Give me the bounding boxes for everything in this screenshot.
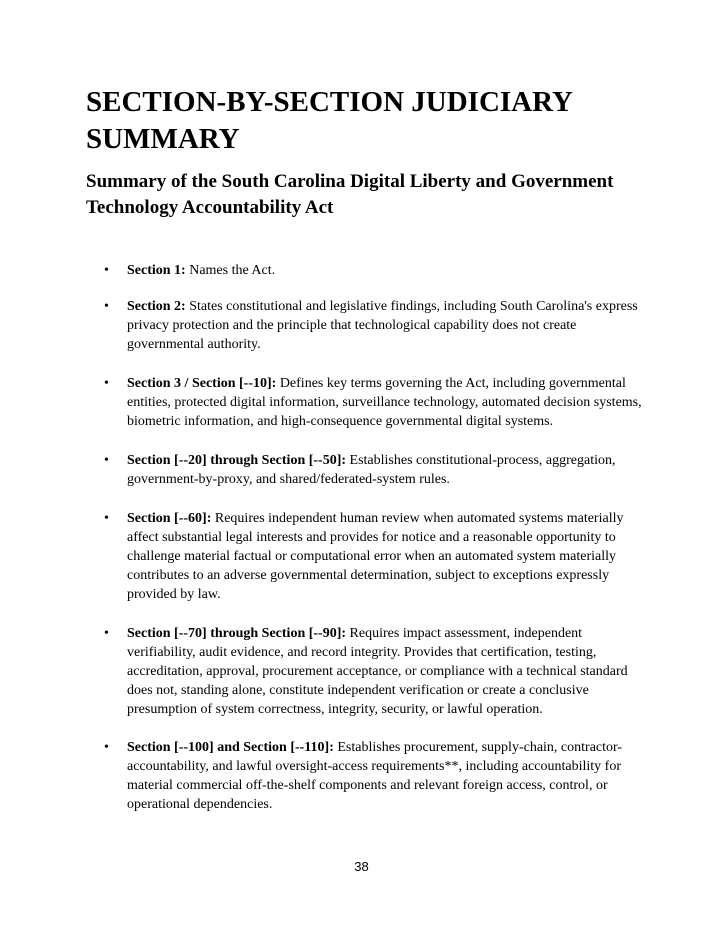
bullet-icon: •: [104, 740, 109, 755]
bullet-icon: •: [104, 626, 109, 641]
bullet-icon: •: [104, 299, 109, 314]
section-heading: Section 1:: [127, 263, 186, 278]
section-body: [127, 509, 642, 604]
section-heading: Section [--20] through Section [--50]:: [127, 453, 347, 468]
section-body: [127, 624, 642, 719]
bullet-icon: •: [104, 376, 109, 391]
section-heading: Section [--70] through Section [--90]:: [127, 626, 347, 641]
bullet-icon: •: [104, 453, 109, 468]
document-subtitle: Summary of the South Carolina Digital Liberty and Government Technology Accountability Act: [86, 171, 614, 218]
section-text: Requires impact assessment, independent verifiability, audit evidence, and record integrity. Provides that certification, testing, accreditation, approval, procurement acceptance, or compliance with a technical standard does not, standing alone, constitute independent verification or create a conclusive presumption of system correctness, integrity, security, or lawful operation.: [127, 626, 628, 717]
section-body: [127, 374, 642, 431]
section-text: States constitutional and legislative findings, including South Carolina's express privacy protection and the principle that technological capability does not create governmental authority.: [127, 299, 638, 352]
section-body: [127, 738, 642, 814]
section-heading: Section 3 / Section [--10]:: [127, 376, 277, 391]
page-number: 38: [354, 859, 369, 874]
document-title: SECTION-BY-SECTION JUDICIARY SUMMARY: [86, 86, 572, 155]
section-body: [127, 451, 642, 489]
section-heading: Section 2:: [127, 299, 186, 314]
bullet-icon: •: [104, 511, 109, 526]
section-text: Names the Act.: [189, 263, 276, 278]
bullet-icon: •: [104, 263, 109, 278]
section-text: Establishes constitutional-process, aggregation, government-by-proxy, and shared/federated-system rules.: [127, 453, 616, 487]
section-text: Establishes procurement, supply-chain, contractor-accountability, and lawful oversight-access requirements**, including accountability for material commercial off-the-shelf components and relevant foreign access, control, or operational dependencies.: [127, 740, 623, 812]
section-heading: Section [--60]:: [127, 511, 212, 526]
section-text: Requires independent human review when automated systems materially affect substantial legal interests and provides for notice and a reasonable opportunity to challenge material factual or computational error when an automated system materially contributes to an adverse governmental determination, subject to exceptions expressly provided by law.: [127, 511, 624, 602]
section-text: Defines key terms governing the Act, including governmental entities, protected digital information, surveillance technology, automated decision systems, biometric information, and high-consequence governmental digital systems.: [127, 376, 642, 429]
section-heading: Section [--100] and Section [--110]:: [127, 740, 334, 755]
section-body: [127, 261, 642, 280]
section-body: [127, 297, 642, 354]
